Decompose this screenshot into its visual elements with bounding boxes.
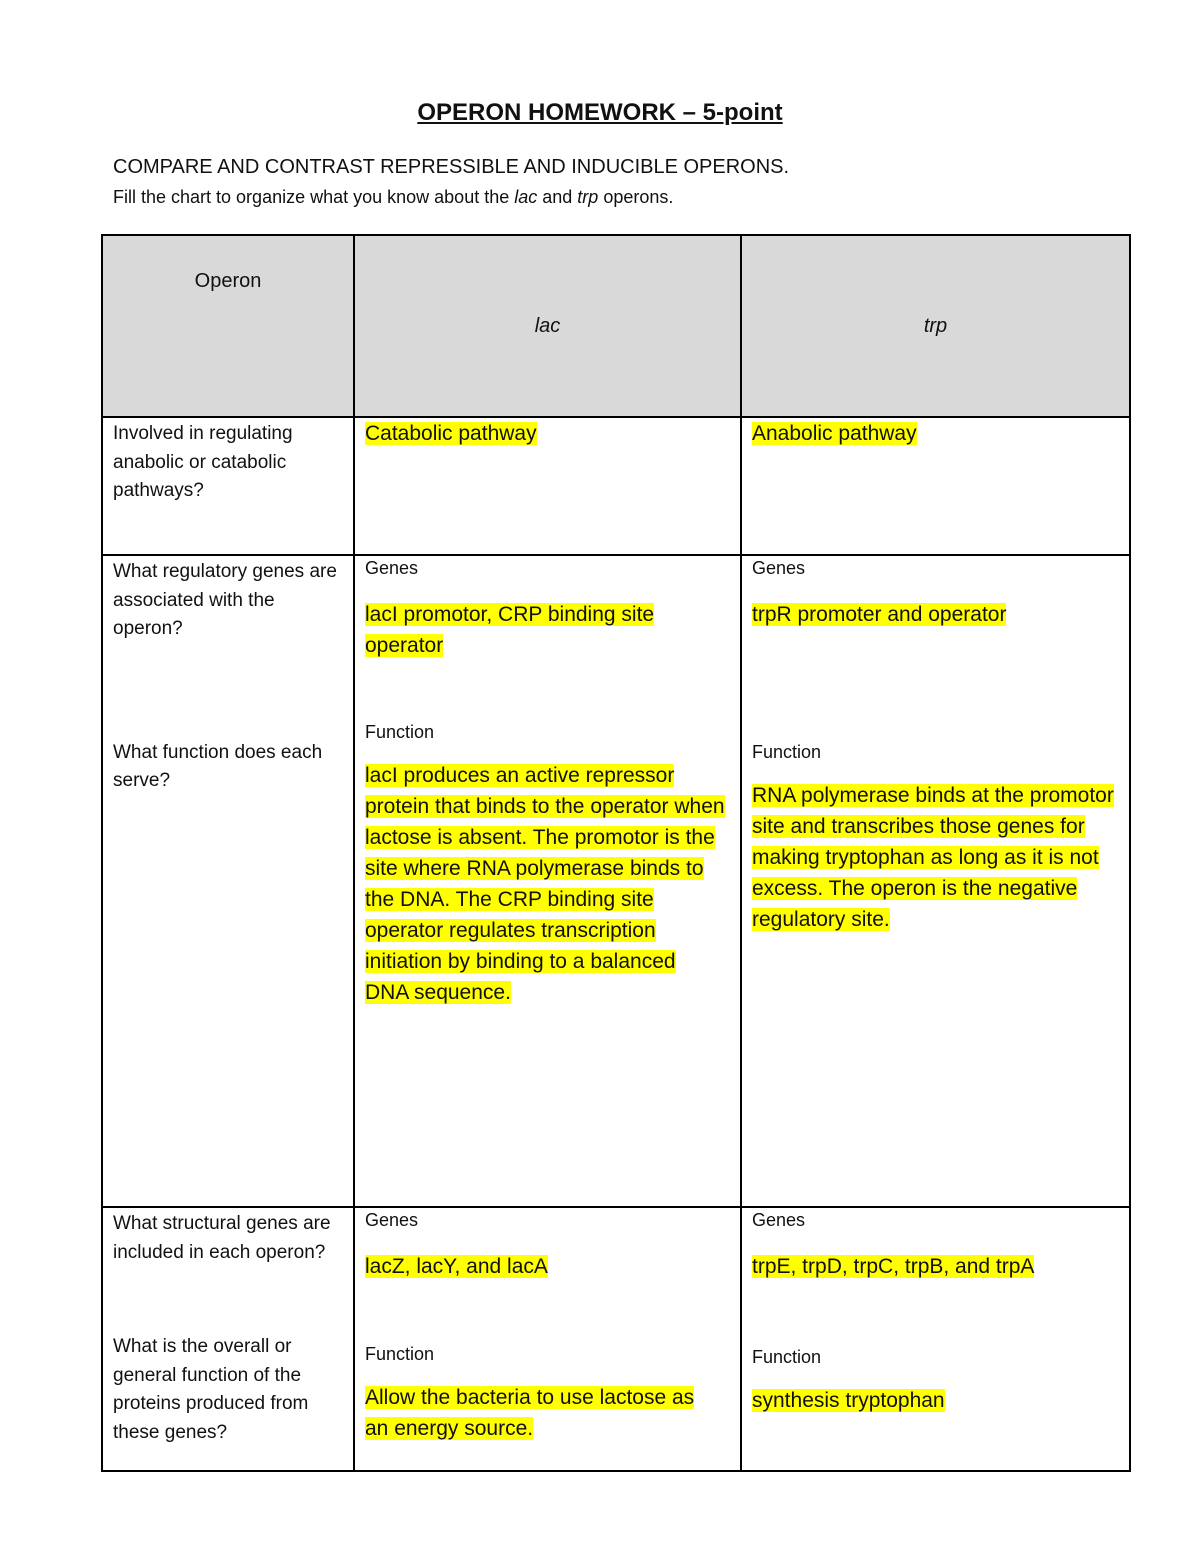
instructions-trp: trp (577, 187, 599, 207)
trp-structural-genes: trpE, trpD, trpC, trpB, and trpA (752, 1255, 1035, 1278)
instructions-text-1: Fill the chart to organize what you know about the (113, 187, 515, 207)
trp-structural-function: synthesis tryptophan (752, 1389, 945, 1412)
lac-regulatory-genes: lacI promotor, CRP binding site operator (365, 603, 655, 657)
genes-label: Genes (752, 558, 806, 578)
lac-answer-cell (354, 417, 741, 555)
lac-answer-cell (354, 555, 741, 1207)
lac-structural-function: Allow the bacteria to use lactose as an energy source. (365, 1386, 695, 1440)
trp-answer-cell (741, 555, 1130, 1207)
operon-chart (101, 234, 1131, 1472)
instructions-lac: lac (514, 187, 538, 207)
header-row (102, 235, 1130, 417)
question-text: Involved in regulating anabolic or catabolic pathways? (113, 423, 293, 501)
question-text: What structural genes are included in each operon? (113, 1213, 331, 1263)
instructions-text-3: operons. (598, 187, 674, 207)
header-operon: Operon (102, 235, 354, 417)
genes-label: Genes (365, 558, 419, 578)
function-label: Function (365, 722, 435, 742)
trp-regulatory-genes: trpR promoter and operator (752, 603, 1007, 626)
instructions-text-2: and (537, 187, 578, 207)
question-text: What regulatory genes are associated with the operon? (113, 561, 337, 639)
trp-answer-cell (741, 1207, 1130, 1471)
table-row (102, 417, 1130, 555)
trp-regulatory-function: RNA polymerase binds at the promotor site and transcribes those genes for making tryptophan as long as it is not excess. The operon is the negative regulatory site. (752, 784, 1114, 931)
genes-label: Genes (752, 1210, 806, 1230)
page-title: OPERON HOMEWORK – 5-point (417, 99, 783, 126)
genes-label: Genes (365, 1210, 419, 1230)
function-label: Function (752, 1347, 822, 1367)
trp-answer-cell (741, 417, 1130, 555)
trp-pathway-answer: Anabolic pathway (752, 422, 917, 445)
header-lac: lac (354, 235, 741, 417)
question-text-2: What is the overall or general function of the proteins produced from these genes? (113, 1336, 309, 1443)
subtitle: COMPARE AND CONTRAST REPRESSIBLE AND INDUCIBLE OPERONS. (113, 156, 790, 178)
table-row (102, 1207, 1130, 1471)
lac-answer-cell (354, 1207, 741, 1471)
question-cell (102, 417, 354, 555)
header-trp: trp (741, 235, 1130, 417)
table-row (102, 555, 1130, 1207)
function-label: Function (365, 1344, 435, 1364)
lac-regulatory-function: lacI produces an active repressor protein that binds to the operator when lactose is absent. The promotor is the site where RNA polymerase binds to the DNA. The CRP binding site operator regulates transcription initiation by binding to a balanced DNA sequence. (365, 764, 725, 1004)
question-cell (102, 555, 354, 1207)
function-label: Function (752, 742, 822, 762)
lac-pathway-answer: Catabolic pathway (365, 422, 537, 445)
question-text-2: What function does each serve? (113, 741, 323, 791)
lac-structural-genes: lacZ, lacY, and lacA (365, 1255, 548, 1278)
instructions (113, 187, 673, 208)
question-cell (102, 1207, 354, 1471)
